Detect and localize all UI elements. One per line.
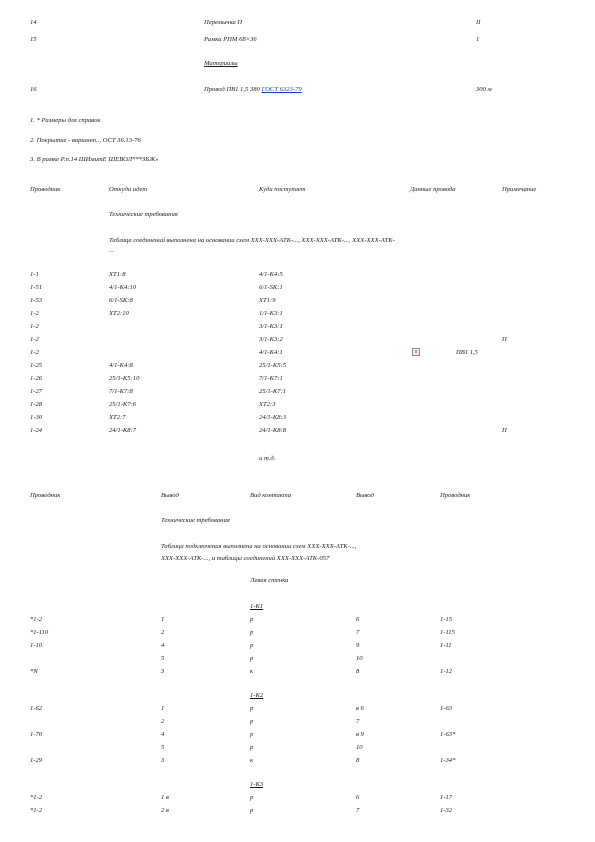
cell: р (250, 807, 254, 814)
cell: 6/1-SК:1 (259, 284, 283, 291)
col-header: Проводник (440, 492, 471, 499)
group-title: 1-К1 (250, 603, 264, 610)
cell: 1-115 (440, 629, 455, 636)
cell: р (250, 705, 254, 712)
cell: 4/1-К4:5 (259, 271, 283, 278)
table1-requirements: Технические требования (109, 211, 178, 218)
cell: 1-51 (30, 284, 43, 291)
col-header: Куда поступает (259, 186, 306, 193)
cell: р (250, 629, 254, 636)
spec-qty: 1 (476, 36, 480, 43)
cell: 25/1-К5:5 (259, 362, 287, 369)
cell: 4/1-К4:10 (109, 284, 137, 291)
cell: 8 (356, 668, 360, 675)
table1-intro: Таблица соединений выполнена на основании схем ХХХ-ХХХ-АТК-..., ХХХ-ХХХ-АТК-..., ХХХ-ХХХ-АТК- (109, 237, 395, 244)
cell: 2 (161, 718, 165, 725)
broken-image-icon: x (412, 348, 420, 356)
cell: 25/1-К7:6 (109, 401, 137, 408)
gost-link[interactable]: ГОСТ 6323-79 (261, 86, 302, 93)
cell: 1-34* (440, 757, 456, 764)
cell: 1-29 (30, 757, 43, 764)
cell: 10 (356, 744, 363, 751)
cell: *1-2 (30, 616, 43, 623)
cell: 1/1-К3:1 (259, 310, 283, 317)
cell: 4 (161, 731, 165, 738)
cell: 8 (356, 757, 360, 764)
cell: 1 в (161, 794, 169, 801)
cell: 1-15 (440, 616, 453, 623)
cell: 7 (356, 807, 360, 814)
cell: 3 (161, 757, 165, 764)
table2-intro: Таблица подключения выполнена на основании схем ХХХ-ХХХ-АТК-..., (161, 543, 357, 550)
cell: *1-2 (30, 794, 43, 801)
cell: 10 (356, 655, 363, 662)
cell: 25/1-К7:1 (259, 388, 287, 395)
cell: *1-110 (30, 629, 49, 636)
cell: 1-2 (30, 323, 39, 330)
cell: 7/1-К7:8 (109, 388, 133, 395)
cell: 1-17 (440, 794, 453, 801)
col-header: Откуда идет (109, 186, 148, 193)
col-header: Примечание (502, 186, 537, 193)
table1-intro-cont: ... (109, 247, 114, 254)
spec-name: Перемычка П (204, 19, 243, 26)
note-3: 3. В рамке Р.п.14 ШИмитЕ ШЕВОЛ***ЗБЖ» (30, 156, 159, 163)
cell: 24/1-К8:8 (259, 427, 287, 434)
cell: 6 (356, 794, 360, 801)
cell: 1 (161, 616, 165, 623)
cell: 1-26 (30, 375, 43, 382)
group-title: 1-К2 (250, 692, 264, 699)
spec-num: 14 (30, 19, 37, 26)
col-header: Проводник (30, 492, 61, 499)
side-heading: Левая стенка (250, 577, 289, 584)
cell: р (250, 616, 254, 623)
cell: к (250, 757, 254, 764)
cell: П (502, 427, 507, 434)
cell: ХТ2:3 (259, 401, 276, 408)
cell: *1-2 (30, 807, 43, 814)
cell: 1-70 (30, 731, 43, 738)
cell: ПВ1 1,5 (456, 349, 478, 356)
cell: 5 (161, 655, 165, 662)
cell: 9 (356, 642, 360, 649)
table1-etc: и т.д. (259, 455, 276, 462)
col-header: Данные провода (410, 186, 456, 193)
cell: р (250, 718, 254, 725)
note-1: 1. * Размеры для справок (30, 117, 101, 124)
cell: П (502, 336, 507, 343)
cell: 3/1-К3:1 (259, 323, 283, 330)
cell: 7/1-К7:1 (259, 375, 283, 382)
cell: ХТ2:10 (109, 310, 129, 317)
cell: к (250, 668, 254, 675)
cell: 1-28 (30, 401, 43, 408)
cell: ХТ2:7 (109, 414, 126, 421)
cell: в 6 (356, 705, 364, 712)
cell: 1 (161, 705, 165, 712)
cell: 6/1-SК:8 (109, 297, 133, 304)
cell: 1-27 (30, 388, 43, 395)
group-title: 1-К3 (250, 781, 264, 788)
cell: 5 (161, 744, 165, 751)
cell: 1-2 (30, 349, 39, 356)
cell: 25/1-К5:10 (109, 375, 140, 382)
note-2: 2. Покрытие - вариант.., ОСТ 36.13-76 (30, 137, 141, 144)
cell: 4/1-К4:8 (109, 362, 133, 369)
cell: р (250, 655, 254, 662)
cell: 4/1-К4:1 (259, 349, 283, 356)
cell: *N (30, 668, 38, 675)
cell: 1-32 (440, 807, 453, 814)
cell: 1-62 (30, 705, 43, 712)
cell: 1-1 (30, 271, 39, 278)
cell: 1-24 (30, 427, 43, 434)
materials-heading: Материалы (204, 60, 238, 67)
material-name: Провод ПВ1 1,5 380 (204, 86, 260, 93)
cell: 1-63* (440, 731, 456, 738)
cell: 3/1-К3:2 (259, 336, 283, 343)
cell: 1-12 (440, 668, 453, 675)
cell: р (250, 731, 254, 738)
cell: в 9 (356, 731, 364, 738)
cell: 1-53 (30, 297, 43, 304)
cell: 6 (356, 616, 360, 623)
cell: 2 в (161, 807, 169, 814)
table2-requirements: Технические требования (161, 517, 230, 524)
col-header: Вывод (356, 492, 374, 499)
cell: 1-11 (440, 642, 452, 649)
col-header: Проводник (30, 186, 61, 193)
cell: р (250, 642, 254, 649)
cell: р (250, 744, 254, 751)
table2-intro-cont: ХХХ-ХХХ-АТК-..., и таблицы соединений ХХХ-ХХХ-АТК-057 (161, 555, 330, 562)
spec-num: 15 (30, 36, 37, 43)
spec-qty: II (476, 19, 481, 26)
cell: 3 (161, 668, 165, 675)
col-header: Вывод (161, 492, 179, 499)
cell: 24/1-К8:7 (109, 427, 137, 434)
material-name-wrap (204, 87, 302, 94)
cell: 1-63 (440, 705, 453, 712)
cell: 1-25 (30, 362, 43, 369)
cell: 4 (161, 642, 165, 649)
cell: р (250, 794, 254, 801)
cell: 24/1-К8:3 (259, 414, 287, 421)
cell: ХТ1:8 (109, 271, 126, 278)
col-header: Вид контакта (250, 492, 291, 499)
cell: ХТ1:9 (259, 297, 276, 304)
spec-name: Рамка РПМ 68×36 (204, 36, 257, 43)
cell: 1-2 (30, 336, 39, 343)
cell: 2 (161, 629, 165, 636)
material-qty: 300 м (476, 86, 492, 93)
cell: 7 (356, 718, 360, 725)
cell: 1-10 (30, 642, 43, 649)
cell: 1-2 (30, 310, 39, 317)
material-num: 16 (30, 86, 37, 93)
cell: 1-30 (30, 414, 43, 421)
cell: 7 (356, 629, 360, 636)
